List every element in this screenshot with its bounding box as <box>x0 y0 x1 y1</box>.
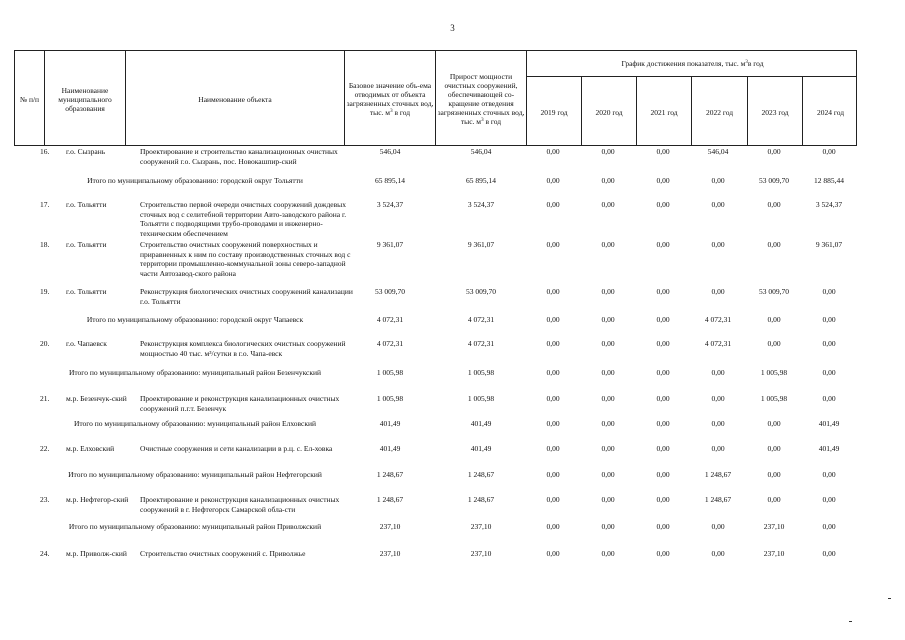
row-number: 24. <box>40 549 50 558</box>
row-year-value: 0,00 <box>601 200 615 209</box>
row-year-value: 9 361,07 <box>815 240 843 249</box>
row-base: 1 005,98 <box>376 394 404 403</box>
row-year-value: 0,00 <box>546 470 560 479</box>
units-text: тыс. м <box>369 108 391 117</box>
row-year-value: 4 072,31 <box>704 339 732 348</box>
row-base: 237,10 <box>379 549 401 558</box>
header-base-text: Базовое значение объ-ема отводимых от объекта загрязненных сточных вод, <box>346 81 434 108</box>
units-tail: в год <box>392 108 411 117</box>
row-year-value: 0,00 <box>601 470 615 479</box>
header-growth-text: Прирост мощности очистных сооружений, обеспечивающей со-кращение отведения загрязненных сточных вод, <box>437 72 525 117</box>
row-year-value: 0,00 <box>601 147 615 156</box>
row-total-label: Итого по муниципальному образованию: городской округ Тольятти <box>87 176 303 185</box>
header-year: 2022 год <box>705 107 734 117</box>
page-number: 3 <box>450 23 455 33</box>
row-year-value: 12 885,44 <box>814 176 844 185</box>
row-year-value: 0,00 <box>601 339 615 348</box>
row-growth: 1 005,98 <box>467 368 495 377</box>
header-base-units <box>370 108 410 117</box>
row-base: 1 248,67 <box>376 470 404 479</box>
row-year-value: 0,00 <box>822 522 836 531</box>
superscript: 3 <box>745 60 748 65</box>
row-number: 23. <box>40 495 50 504</box>
schedule-title: График достижения показателя, тыс. м <box>621 59 746 68</box>
row-year-value: 0,00 <box>546 147 560 156</box>
row-year-value: 0,00 <box>711 176 725 185</box>
row-year-value: 0,00 <box>822 147 836 156</box>
row-year-value: 0,00 <box>767 200 781 209</box>
row-growth: 9 361,07 <box>467 240 495 249</box>
row-base: 4 072,31 <box>376 315 404 324</box>
scan-mark <box>888 598 891 599</box>
row-year-value: 0,00 <box>546 339 560 348</box>
row-object: Проектирование и строительство канализационных очистных сооружений г.о. Сызрань, пос. Новокашпир-ский <box>140 147 338 166</box>
units-tail: в год <box>483 117 502 126</box>
units-text: тыс. м <box>460 117 482 126</box>
header-growth <box>437 55 525 143</box>
row-year-value: 0,00 <box>656 470 670 479</box>
row-year-value: 0,00 <box>546 176 560 185</box>
row-year-value: 0,00 <box>822 287 836 296</box>
row-year-value: 53 009,70 <box>759 287 789 296</box>
row-year-value: 0,00 <box>601 368 615 377</box>
row-year-value: 0,00 <box>711 287 725 296</box>
row-year-value: 0,00 <box>601 315 615 324</box>
header-year: 2020 год <box>595 107 623 117</box>
row-base: 65 895,14 <box>375 176 405 185</box>
row-year-value: 546,04 <box>707 147 729 156</box>
row-year-value: 0,00 <box>711 240 725 249</box>
row-growth: 1 248,67 <box>467 470 495 479</box>
row-total-label: Итого по муниципальному образованию: муниципальный район Безенчукский <box>68 368 322 377</box>
row-year-value: 0,00 <box>711 394 725 403</box>
row-year-value: 0,00 <box>656 495 670 504</box>
row-municipality: г.о. Сызрань <box>66 147 106 156</box>
row-year-value: 0,00 <box>656 339 670 348</box>
row-object: Проектирование и реконструкция канализационных очистных сооружений в г. Нефтегорск Самарской обла-сти <box>140 495 340 514</box>
row-growth: 237,10 <box>470 522 492 531</box>
row-year-value: 0,00 <box>601 240 615 249</box>
row-growth: 401,49 <box>470 444 492 453</box>
row-year-value: 0,00 <box>546 200 560 209</box>
row-year-value: 0,00 <box>546 522 560 531</box>
row-year-value: 0,00 <box>767 495 781 504</box>
schedule-title-tail: в год <box>747 59 764 68</box>
row-year-value: 0,00 <box>546 287 560 296</box>
row-municipality: м.р. Приволж-ский <box>66 549 127 558</box>
row-year-value: 0,00 <box>656 394 670 403</box>
row-base: 237,10 <box>379 522 401 531</box>
row-year-value: 0,00 <box>767 147 781 156</box>
row-year-value: 0,00 <box>601 394 615 403</box>
row-year-value: 0,00 <box>656 368 670 377</box>
row-year-value: 0,00 <box>822 368 836 377</box>
row-year-value: 0,00 <box>656 240 670 249</box>
row-year-value: 0,00 <box>546 549 560 558</box>
row-number: 17. <box>40 200 50 209</box>
row-year-value: 0,00 <box>822 315 836 324</box>
row-year-value: 0,00 <box>711 368 725 377</box>
row-year-value: 0,00 <box>822 470 836 479</box>
row-year-value: 0,00 <box>767 419 781 428</box>
row-year-value: 401,49 <box>818 444 840 453</box>
row-year-value: 0,00 <box>767 339 781 348</box>
row-growth: 3 524,37 <box>467 200 495 209</box>
header-no: № п/п <box>19 94 40 104</box>
row-year-value: 4 072,31 <box>704 315 732 324</box>
row-year-value: 0,00 <box>767 315 781 324</box>
row-growth: 1 005,98 <box>467 394 495 403</box>
row-number: 22. <box>40 444 50 453</box>
row-year-value: 0,00 <box>546 444 560 453</box>
row-total-label: Итого по муниципальному образованию: муниципальный район Приволжский <box>68 522 322 531</box>
row-total-label: Итого по муниципальному образованию: городской округ Чапаевск <box>86 315 304 324</box>
row-object: Реконструкция комплекса биологических очистных сооружений мощностью 40 тыс. м³/сутки в г.о. Чапа-евск <box>140 339 346 358</box>
row-object: Реконструкция биологических очистных сооружений канализации г.о. Тольятти <box>140 287 353 306</box>
row-base: 3 524,37 <box>376 200 404 209</box>
header-object: Наименование объекта <box>198 94 272 104</box>
row-year-value: 0,00 <box>767 240 781 249</box>
row-growth: 546,04 <box>470 147 492 156</box>
row-year-value: 0,00 <box>601 549 615 558</box>
row-year-value: 0,00 <box>656 522 670 531</box>
row-year-value: 0,00 <box>767 470 781 479</box>
row-municipality: м.р. Нефтегор-ский <box>66 495 129 504</box>
superscript: 3 <box>481 118 484 123</box>
row-number: 18. <box>40 240 50 249</box>
row-year-value: 0,00 <box>656 176 670 185</box>
header-year: 2019 год <box>540 107 568 117</box>
row-base: 1 005,98 <box>376 368 404 377</box>
row-year-value: 0,00 <box>711 200 725 209</box>
row-base: 401,49 <box>379 419 401 428</box>
row-number: 21. <box>40 394 50 403</box>
row-number: 19. <box>40 287 50 296</box>
header-year: 2024 год <box>816 107 845 117</box>
row-base: 4 072,31 <box>376 339 404 348</box>
row-year-value: 0,00 <box>656 444 670 453</box>
header-year: 2023 год <box>761 107 789 117</box>
row-year-value: 0,00 <box>767 444 781 453</box>
row-year-value: 0,00 <box>656 147 670 156</box>
row-municipality: м.р. Елховский <box>66 444 115 453</box>
row-municipality: г.о. Тольятти <box>66 287 107 296</box>
row-number: 16. <box>40 147 50 156</box>
row-year-value: 0,00 <box>546 315 560 324</box>
row-year-value: 1 005,98 <box>760 394 788 403</box>
row-year-value: 0,00 <box>822 549 836 558</box>
scan-mark <box>849 621 852 622</box>
row-base: 53 009,70 <box>375 287 405 296</box>
row-year-value: 0,00 <box>546 240 560 249</box>
row-year-value: 0,00 <box>546 368 560 377</box>
row-year-value: 0,00 <box>601 287 615 296</box>
row-year-value: 0,00 <box>711 444 725 453</box>
row-base: 401,49 <box>379 444 401 453</box>
row-year-value: 0,00 <box>656 549 670 558</box>
row-year-value: 237,10 <box>763 549 785 558</box>
row-year-value: 0,00 <box>822 339 836 348</box>
row-object: Очистные сооружения и сети канализации в р.ц. с. Ел-ховка <box>140 444 333 453</box>
row-year-value: 0,00 <box>656 419 670 428</box>
row-year-value: 0,00 <box>822 394 836 403</box>
row-year-value: 0,00 <box>711 522 725 531</box>
row-year-value: 0,00 <box>601 419 615 428</box>
row-year-value: 0,00 <box>656 200 670 209</box>
row-year-value: 0,00 <box>711 549 725 558</box>
row-growth: 65 895,14 <box>466 176 496 185</box>
row-total-label: Итого по муниципальному образованию: муниципальный район Нефтегорский <box>68 470 322 479</box>
row-growth: 237,10 <box>470 549 492 558</box>
row-year-value: 0,00 <box>546 495 560 504</box>
row-year-value: 1 005,98 <box>760 368 788 377</box>
row-year-value: 0,00 <box>711 419 725 428</box>
table-header <box>14 50 857 146</box>
superscript: 3 <box>390 109 393 114</box>
header-schedule <box>527 51 858 76</box>
row-year-value: 1 248,67 <box>704 495 732 504</box>
row-municipality: г.о. Тольятти <box>66 200 107 209</box>
row-growth: 1 248,67 <box>467 495 495 504</box>
row-year-value: 0,00 <box>822 495 836 504</box>
row-base: 9 361,07 <box>376 240 404 249</box>
row-year-value: 0,00 <box>546 419 560 428</box>
row-year-value: 401,49 <box>818 419 840 428</box>
row-object: Строительство очистных сооружений поверхностных и приравненных к ним по составу производственных сточных вод с территории промышленно-коммунальной зоны северо-западной части Автозавод-ского района <box>140 240 351 278</box>
row-year-value: 0,00 <box>601 495 615 504</box>
row-object: Строительство первой очереди очистных сооружений дождевых сточных вод с селитебной территории Авто-заводского района г. Тольятти с подводящими трубо-проводами и инженерно-техническим обеспечением <box>140 200 347 238</box>
row-year-value: 0,00 <box>656 287 670 296</box>
row-base: 1 248,67 <box>376 495 404 504</box>
row-municipality: г.о. Чапаевск <box>66 339 107 348</box>
row-year-value: 0,00 <box>601 522 615 531</box>
row-municipality: м.р. Безенчук-ский <box>66 394 127 403</box>
row-object: Проектирование и реконструкция канализационных очистных сооружений п.г.т. Безенчук <box>140 394 340 413</box>
row-number: 20. <box>40 339 50 348</box>
row-municipality: г.о. Тольятти <box>66 240 107 249</box>
row-growth: 401,49 <box>470 419 492 428</box>
row-year-value: 0,00 <box>546 394 560 403</box>
row-year-value: 1 248,67 <box>704 470 732 479</box>
row-year-value: 0,00 <box>601 176 615 185</box>
row-total-label: Итого по муниципальному образованию: муниципальный район Елховский <box>73 419 317 428</box>
header-municipality: Наименование муниципального образования <box>58 85 112 113</box>
row-growth: 53 009,70 <box>466 287 496 296</box>
row-growth: 4 072,31 <box>467 339 495 348</box>
row-base: 546,04 <box>379 147 401 156</box>
row-year-value: 0,00 <box>656 315 670 324</box>
header-base <box>346 55 434 143</box>
row-year-value: 3 524,37 <box>815 200 843 209</box>
row-year-value: 53 009,70 <box>759 176 789 185</box>
header-year: 2021 год <box>650 107 678 117</box>
header-growth-units <box>461 117 501 126</box>
row-growth: 4 072,31 <box>467 315 495 324</box>
row-year-value: 0,00 <box>601 444 615 453</box>
row-year-value: 237,10 <box>763 522 785 531</box>
row-object: Строительство очистных сооружений с. Приволжье <box>140 549 306 558</box>
